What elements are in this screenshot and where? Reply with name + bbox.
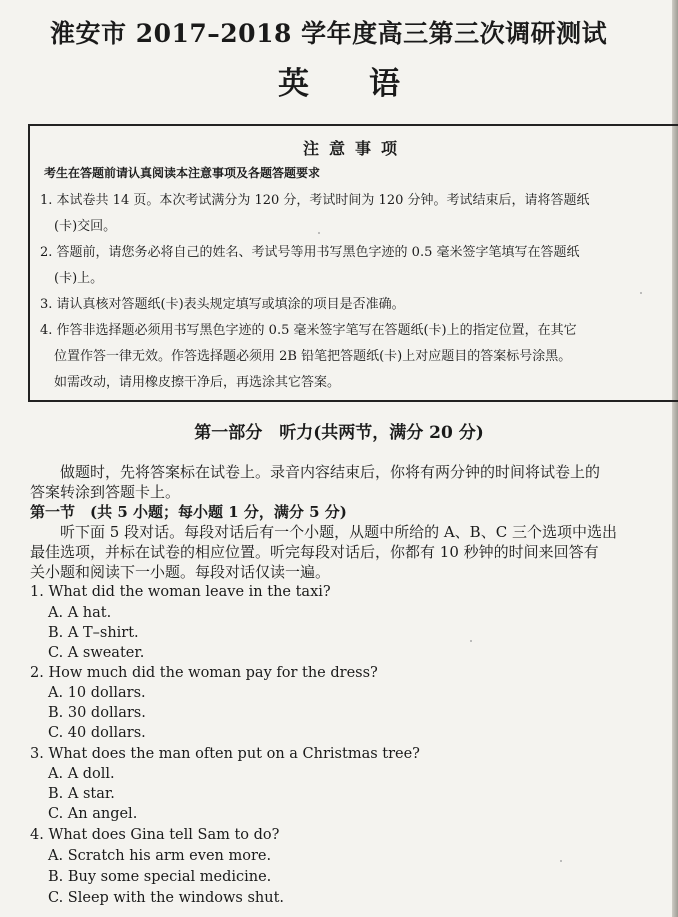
notice-item-1-line2: (卡)交回。 bbox=[54, 219, 117, 234]
question-1-option-c: C. A sweater. bbox=[48, 645, 145, 661]
directions-line-2: 最佳选项，并标在试卷的相应位置。听完每段对话后，你都有 10 秒钟的时间来回答有 bbox=[30, 543, 599, 561]
section1-directions bbox=[30, 522, 617, 582]
directions-line-3: 关小题和阅读下一小题。每段对话仅读一遍。 bbox=[30, 563, 331, 581]
notice-box bbox=[28, 124, 678, 402]
scan-speck bbox=[470, 640, 472, 642]
notice-item-3 bbox=[40, 292, 405, 318]
question-2-option-c: C. 40 dollars. bbox=[48, 725, 146, 741]
notice-item-2 bbox=[40, 240, 579, 292]
notice-item-2-line1: 2. 答题前，请您务必将自己的姓名、考试号等用书写黑色字迹的 0.5 毫米签字笔填写在答题纸 bbox=[40, 245, 580, 260]
notice-item-4-line2: 位置作答一律无效。作答选择题必须用 2B 铅笔把答题纸(卡)上对应题目的答案标号涂黑。 bbox=[54, 349, 572, 364]
scan-speck bbox=[560, 860, 562, 862]
directions-line-1: 听下面 5 段对话。每段对话后有一个小题，从题中所给的 A、B、C 三个选项中选出 bbox=[60, 523, 617, 541]
notice-title: 注意事项 bbox=[302, 139, 407, 158]
instruction-paragraph bbox=[30, 462, 600, 502]
exam-title: 淮安市 2017–2018 学年度高三第三次调研测试 bbox=[50, 19, 608, 48]
instruction-line-1: 做题时，先将答案标在试卷上。录音内容结束后，你将有两分钟的时间将试卷上的 bbox=[60, 463, 601, 481]
question-2-option-a: A. 10 dollars. bbox=[48, 685, 146, 701]
question-3-option-a: A. A doll. bbox=[48, 766, 115, 782]
question-4-option-c: C. Sleep with the windows shut. bbox=[48, 890, 285, 906]
subject-title: 英语 bbox=[278, 66, 460, 102]
notice-item-1 bbox=[40, 188, 590, 240]
question-3: 3. What does the man often put on a Christmas tree? bbox=[30, 746, 420, 762]
instruction-line-2: 答案转涂到答题卡上。 bbox=[30, 483, 181, 501]
notice-item-3-line1: 3. 请认真核对答题纸(卡)表头规定填写或填涂的项目是否准确。 bbox=[40, 297, 405, 312]
question-3-option-b: B. A star. bbox=[48, 786, 115, 802]
notice-intro: 考生在答题前请认真阅读本注意事项及各题答题要求 bbox=[44, 166, 321, 180]
question-1: 1. What did the woman leave in the taxi? bbox=[30, 584, 331, 600]
question-4-option-b: B. Buy some special medicine. bbox=[48, 869, 272, 885]
notice-item-4 bbox=[40, 318, 577, 396]
question-1-option-a: A. A hat. bbox=[48, 605, 112, 621]
question-4: 4. What does Gina tell Sam to do? bbox=[30, 827, 280, 843]
notice-item-4-line3: 如需改动，请用橡皮擦干净后，再选涂其它答案。 bbox=[54, 375, 341, 390]
scan-speck bbox=[318, 232, 320, 234]
scan-speck bbox=[640, 292, 642, 294]
notice-item-4-line1: 4. 作答非选择题必须用书写黑色字迹的 0.5 毫米签字笔写在答题纸(卡)上的指定位置，在其它 bbox=[40, 323, 577, 338]
question-2-option-b: B. 30 dollars. bbox=[48, 705, 146, 721]
section1-heading: 第一节 (共 5 小题；每小题 1 分，满分 5 分) bbox=[30, 503, 347, 521]
question-1-option-b: B. A T–shirt. bbox=[48, 625, 139, 641]
question-4-option-a: A. Scratch his arm even more. bbox=[48, 848, 272, 864]
question-3-option-c: C. An angel. bbox=[48, 806, 138, 822]
notice-item-2-line2: (卡)上。 bbox=[54, 271, 104, 286]
question-2: 2. How much did the woman pay for the dress? bbox=[30, 665, 378, 681]
part1-title: 第一部分 听力(共两节，满分 20 分) bbox=[194, 423, 484, 443]
notice-item-1-line1: 1. 本试卷共 14 页。本次考试满分为 120 分，考试时间为 120 分钟。考试结束后，请将答题纸 bbox=[40, 193, 590, 208]
